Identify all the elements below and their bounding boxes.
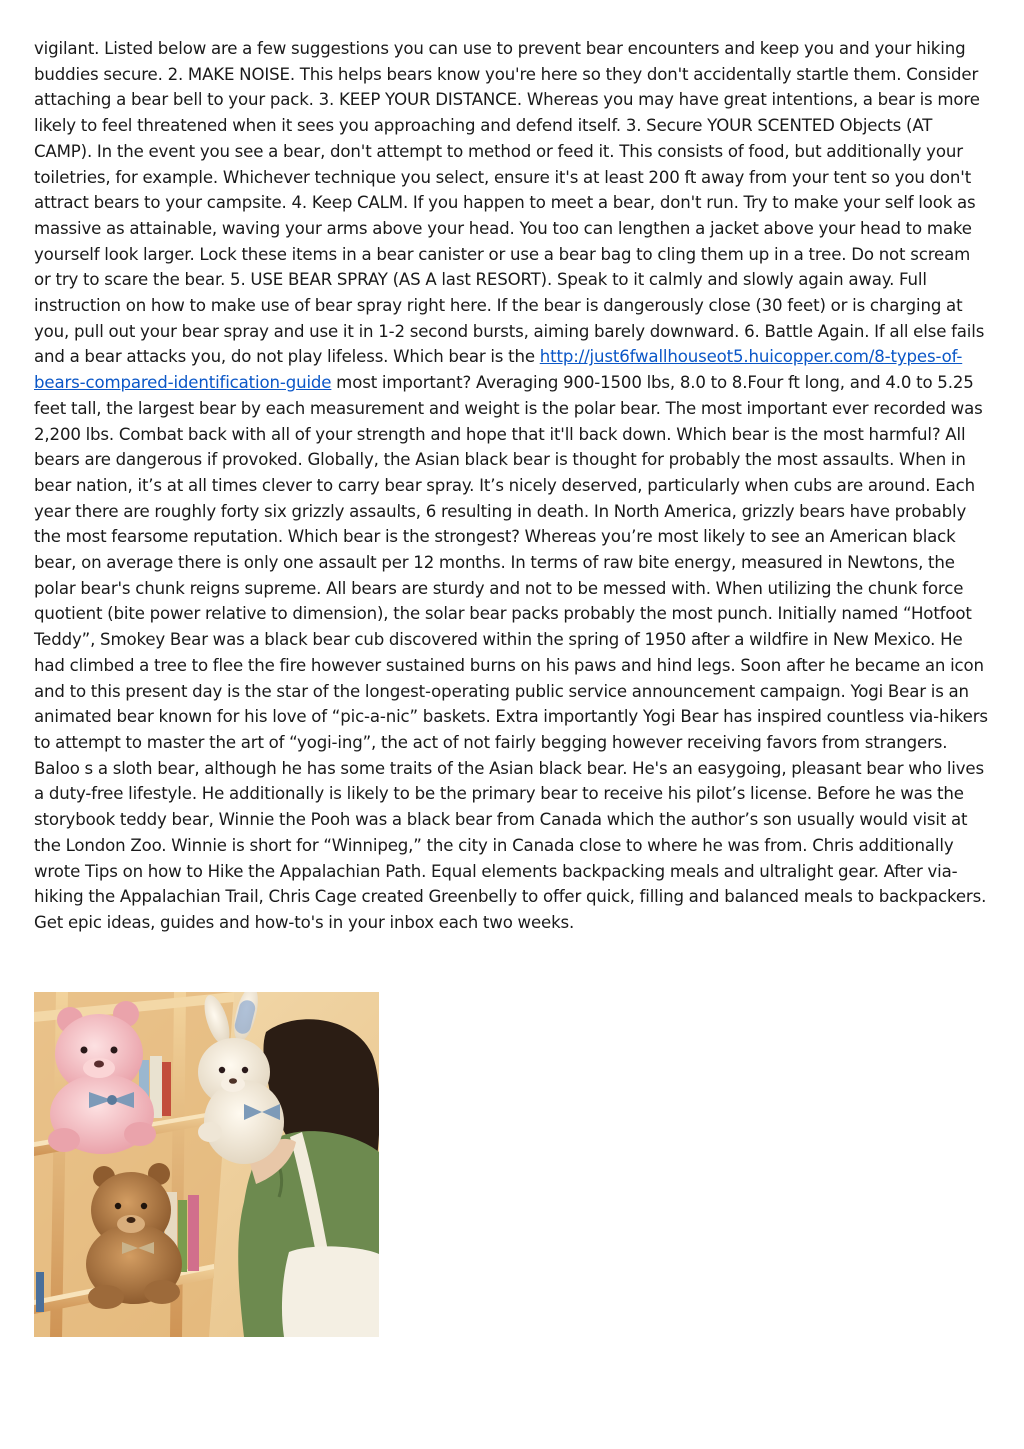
book (162, 1062, 171, 1116)
article-photo (34, 992, 379, 1337)
article-text-after-link: most important? Averaging 900-1500 lbs, 8.0 to 8.Four ft long, and 4.0 to 5.25 feet tall, the largest bear by each measurement and weight is the polar bear. The most important ever recorded was 2,200 lbs. Combat back with all of your strength and hope that it'll back down. Which bear is the most harmful? All bears are dangerous if provoked. Globally, the Asian black bear is thought for probably the most assaults. When in bear nation, it’s at all times clever to carry bear spray. It’s nicely deserved, particularly when cubs are around. Each year there are roughly forty six grizzly assaults, 6 resulting in death. In North America, grizzly bears have probably the most fearsome reputation. Which bear is the strongest? Whereas you’re most likely to see an American black bear, on average there is only one assault per 12 months. In terms of raw bite energy, measured in Newtons, the polar bear's chunk reigns supreme. All bears are sturdy and not to be messed with. When utilizing the chunk force quotient (bite power relative to dimension), the solar bear packs probably the most punch. Initially named “Hotfoot Teddy”, Smokey Bear was a black bear cub discovered within the spring of 1950 after a wildfire in New Mexico. He had climbed a tree to flee the fire however sustained burns on his paws and hind legs. Soon after he became an icon and to this present day is the star of the longest-operating public service announcement campaign. Yogi Bear is an animated bear known for his love of “pic-a-nic” baskets. Extra importantly Yogi Bear has inspired countless via-hikers to attempt to master the art of “yogi-ing”, the act of not fairly begging however receiving favors from strangers. Baloo s a sloth bear, although he has some traits of the Asian black bear. He's an easygoing, pleasant bear who lives a duty-free lifestyle. He additionally is likely to be the primary bear to receive his pilot’s license. Before he was the storybook teddy bear, Winnie the Pooh was a black bear from Canada which the author’s son usually would visit at the London Zoo. Winnie is short for “Winnipeg,” the city in Canada close to where he was from. Chris additionally wrote Tips on how to Hike the Appalachian Path. Equal elements backpacking meals and ultralight gear. After via-hiking the Appalachian Trail, Chris Cage created Greenbelly to offer quick, filling and balanced meals to backpackers. Get epic ideas, guides and how-to's in your inbox each two weeks. (34, 373, 988, 932)
article-text-before-link: vigilant. Listed below are a few suggestions you can use to prevent bear encounters and keep you and your hiking buddies secure. 2. MAKE NOISE. This helps bears know you're here so they don't accidentally startle them. Consider attaching a bear bell to your pack. 3. KEEP YOUR DISTANCE. Whereas you may have great intentions, a bear is more likely to feel threatened when it sees you approaching and defend itself. 3. Secure YOUR SCENTED Objects (AT CAMP). In the event you see a bear, don't attempt to method or feed it. This consists of food, but additionally your toiletries, for example. Whichever technique you select, ensure it's at least 200 ft away from your tent so you don't attract bears to your campsite. 4. Keep CALM. If you happen to meet a bear, don't run. Try to make your self look as massive as attainable, waving your arms above your head. You too can lengthen a jacket above your head to make yourself look larger. Lock these items in a bear canister or use a bear bag to cling them up in a tree. Do not scream or try to scare the bear. 5. USE BEAR SPRAY (AS A last RESORT). Speak to it calmly and slowly again away. Full instruction on how to make use of bear spray right here. If the bear is dangerously close (30 feet) or is charging at you, pull out your bear spray and use it in 1-2 second bursts, aiming barely downward. 6. Battle Again. If all else fails and a bear attacks you, do not play lifeless. Which bear is the (34, 39, 985, 367)
book (36, 1272, 44, 1312)
photo-illustration (34, 992, 379, 1337)
article-body (34, 36, 990, 936)
article-link[interactable]: http://just6fwallhouseot5.huicopper.com/8-types-of-bears-compared-identification-guide (34, 347, 963, 393)
book (188, 1195, 199, 1271)
